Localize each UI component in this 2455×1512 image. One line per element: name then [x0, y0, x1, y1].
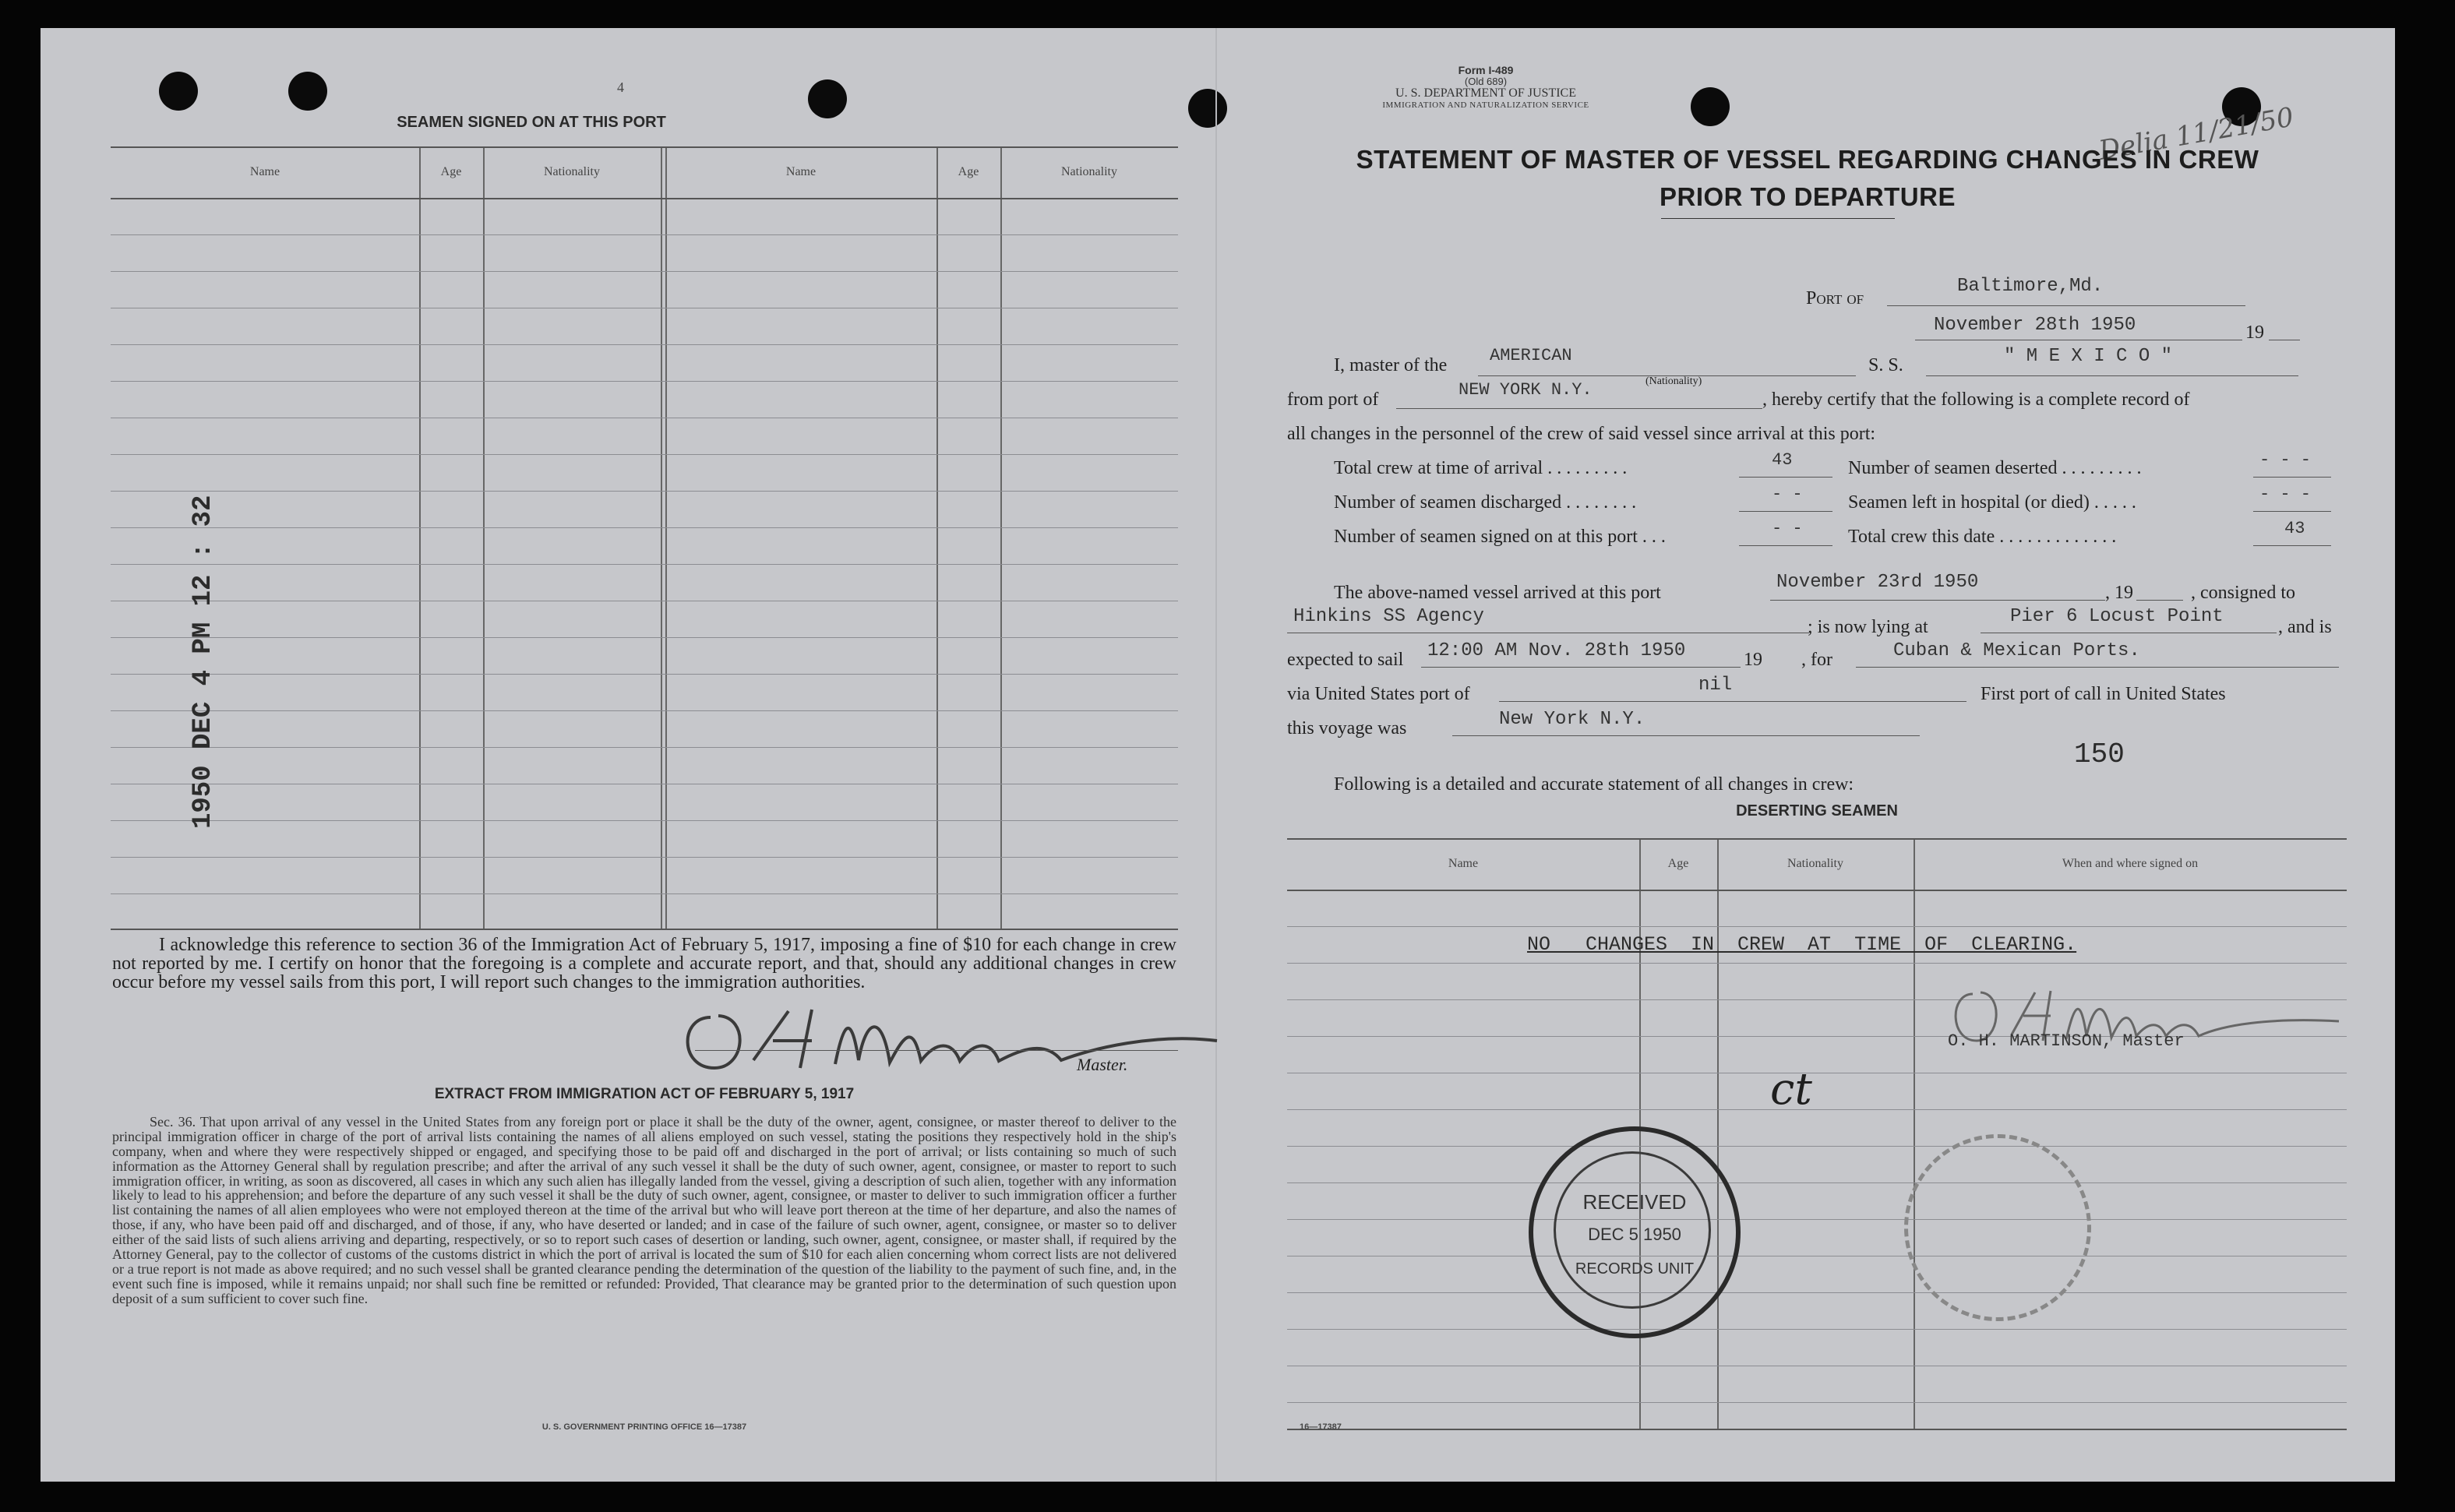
col-header-nationality: Nationality [544, 165, 600, 178]
punch-hole [1691, 87, 1730, 126]
via-label: via United States port of [1287, 684, 1470, 704]
from-port-underline [1396, 408, 1762, 409]
vessel-name: " M E X I C O " [2004, 346, 2173, 367]
fold-line [1215, 28, 1217, 1482]
date-suffix: 19 [2245, 322, 2264, 343]
department-name: U. S. DEPARTMENT OF JUSTICE [1395, 86, 1576, 100]
voyage-label: this voyage was [1287, 718, 1407, 738]
col-header-name: Name [249, 165, 280, 178]
sail-value: 12:00 AM Nov. 28th 1950 [1427, 640, 1686, 661]
changes-text: all changes in the personnel of the crew of said vessel since arrival at this port: [1287, 424, 1876, 444]
handwritten-number: 150 [2074, 738, 2125, 770]
for-label: , for [1801, 650, 1832, 670]
extract-title: EXTRACT FROM IMMIGRATION ACT OF FEBRUARY 5, 1917 [434, 1086, 855, 1102]
extract-text: Sec. 36. That upon arrival of any vessel in the United States from any foreign port or place it shall be the duty of the owner, agent, consignee, or master thereof to deliver to the principal immigration officer in charge of the port of arrival lists containing the names of all aliens employed on such vessel, stating the positions they respectively hold in the ship's company, when and where they were respectively shipped or engaged, and specifying those to be paid off and discharged in the port of arrival; or lists containing so much of such information as the Attorney General shall by regulation prescribe; and after the arrival of any such vessel it shall be the duty of such owner, agent, consignee, or master to report to such immigration officer, in writing, as soon as discovered, all cases in which any such alien has illegally landed from the vessel, giving a description of such alien, together with any information likely to lead to his apprehension; and before the departure of any such vessel it shall be the duty of such owner, agent, consignee, or master to deliver to such immigration officer a further list containing the names of all alien employees who were not employed thereon at the time of the arrival but who will leave port thereon at the time of her departure, and also the names of those, if any, who have been paid off and discharged, and of those, if any, who have deserted or landed; and in case of the failure of such owner, agent, consignee, or master so to deliver either of the said lists of such aliens arriving and departing, respectively, or so to report such cases of desertion or landing, such owner, agent, consignee, or master shall, if required by the Attorney General, pay to the collector of customs of the customs district in which the port of arrival is located the sum of $10 for each alien concerning whom correct lists are not delivered or a true report is not made as above required; and no such vessel shall be granted clearance pending the determination of the question of the liability to the payment of such fine, and, in the event such fine is imposed, while it remains unpaid; nor shall such fine be remitted or refunded: Provided, That clearance may be granted prior to the determination of such question upon deposit of a sum sufficient to cover such fine. [112, 1114, 1176, 1306]
port-label: Port of [1806, 288, 1864, 308]
stamp-received-text: RECEIVED [1582, 1190, 1687, 1214]
seamen-signed-on-table [111, 146, 1178, 930]
signed-on-underline [1739, 545, 1832, 546]
total-date-underline [2253, 545, 2331, 546]
col-header-nationality: Nationality [1787, 857, 1843, 870]
from-port-label: from port of [1287, 389, 1379, 410]
form-number: Form I-489 [1458, 64, 1514, 76]
form-old-number: (Old 689) [1464, 76, 1508, 87]
certify-text: , hereby certify that the following is a complete record of [1762, 389, 2190, 410]
signed-on-value: - - [1772, 519, 1803, 538]
printing-office-left: U. S. GOVERNMENT PRINTING OFFICE 16—17387 [541, 1422, 747, 1432]
sail-label: expected to sail [1287, 650, 1404, 670]
service-name: IMMIGRATION AND NATURALIZATION SERVICE [1382, 100, 1589, 110]
col-header-name-2: Name [785, 165, 817, 178]
date-value: November 28th 1950 [1934, 315, 2136, 336]
lying-value: Pier 6 Locust Point [2010, 606, 2224, 627]
col-header-name: Name [1448, 857, 1479, 870]
document-sheet [41, 28, 2395, 1482]
col-header-signed-on: When and where signed on [2062, 857, 2199, 870]
deserted-value: - - - [2259, 450, 2312, 470]
handwritten-corner-note: Delia 11/21/50 [2096, 101, 2296, 167]
col-header-nationality-2: Nationality [1061, 165, 1117, 178]
master-signature [656, 994, 1233, 1080]
and-is-label: , and is [2278, 617, 2332, 637]
arrived-underline [1770, 600, 2105, 601]
discharged-label: Number of seamen discharged . . . . . . . . [1334, 492, 1637, 513]
ss-label: S. S. [1868, 355, 1903, 375]
discharged-underline [1739, 511, 1832, 512]
from-port-value: NEW YORK N.Y. [1459, 380, 1593, 400]
total-arrival-underline [1739, 477, 1832, 478]
following-text: Following is a detailed and accurate statement of all changes in crew: [1334, 774, 1854, 795]
master-label: Master. [1077, 1055, 1128, 1074]
discharged-value: - - [1772, 485, 1803, 504]
col-header-age: Age [1667, 857, 1689, 870]
deserted-underline [2253, 477, 2331, 478]
total-arrival-label: Total crew at time of arrival . . . . . . . . . [1334, 458, 1628, 478]
deserting-seamen-table [1287, 838, 2347, 1430]
voyage-underline [1452, 735, 1920, 736]
title-rule [1661, 218, 1895, 219]
hospital-value: - - - [2259, 485, 2312, 504]
via-underline [1499, 701, 1966, 702]
total-date-value: 43 [2284, 519, 2305, 538]
stamp-date-text: DEC 5 1950 [1588, 1225, 1681, 1244]
faint-stamp [1904, 1134, 2091, 1321]
arrived-suffix-underline [2136, 600, 2183, 601]
agent-value: Hinkins SS Agency [1293, 606, 1484, 627]
deserting-title: DESERTING SEAMEN [1736, 802, 1898, 819]
sail-suffix: 19 [1744, 650, 1762, 670]
punch-hole [1188, 89, 1227, 128]
consigned-label: , consigned to [2191, 583, 2295, 603]
time-stamp: 1950 DEC 4 PM 12 : 32 [189, 495, 218, 829]
voyage-value: New York N.Y. [1499, 709, 1645, 730]
master-signature-line [695, 1050, 1178, 1051]
port-value: Baltimore,Md. [1957, 276, 2104, 297]
arrived-suffix: , 19 [2105, 583, 2133, 603]
acknowledgement-text: I acknowledge this reference to section 36 of the Immigration Act of February 5, 1917, imposing a fine of $10 for each change in crew not reported by me. I certify on honor that the foregoing is a complete and accurate report, and that, should any additional changes in crew occur before my vessel sails from this port, I will report such changes to the immigration authorities. [112, 935, 1176, 992]
arrived-label: The above-named vessel arrived at this port [1334, 583, 1661, 603]
for-underline [1856, 667, 2339, 668]
stamp-unit-text: RECORDS UNIT [1575, 1260, 1695, 1278]
via-value: nil [1698, 675, 1733, 696]
arrived-value: November 23rd 1950 [1776, 572, 1979, 593]
deserted-label: Number of seamen deserted . . . . . . . . . [1848, 458, 2142, 478]
page-number: 4 [617, 79, 624, 95]
col-header-age-2: Age [958, 165, 979, 178]
handwritten-initial: ct [1770, 1064, 1812, 1115]
typed-master-name: O. H. MARTINSON, Master [1948, 1031, 2185, 1051]
punch-hole [159, 72, 198, 111]
total-arrival-value: 43 [1772, 450, 1793, 470]
punch-hole [808, 79, 847, 118]
statement-title-line2: PRIOR TO DEPARTURE [1660, 182, 1956, 211]
printing-office-right: 16—17387 [1300, 1422, 1342, 1432]
sail-underline [1421, 667, 1741, 668]
no-changes-text: NO CHANGES IN CREW AT TIME OF CLEARING. [1527, 933, 2077, 956]
vessel-underline [1926, 375, 2298, 376]
punch-hole [288, 72, 327, 111]
hospital-underline [2253, 511, 2331, 512]
master-of-label: I, master of the [1334, 355, 1448, 375]
nationality-value: AMERICAN [1490, 346, 1572, 365]
signed-on-label: Number of seamen signed on at this port . . . [1334, 527, 1666, 547]
port-underline [1887, 305, 2245, 306]
col-header-age: Age [440, 165, 462, 178]
for-value: Cuban & Mexican Ports. [1893, 640, 2140, 661]
left-section-title: SEAMEN SIGNED ON AT THIS PORT [397, 114, 666, 131]
lying-label: ; is now lying at [1808, 617, 1928, 637]
nationality-label: (Nationality) [1645, 375, 1702, 387]
statement-title-line1: STATEMENT OF MASTER OF VESSEL REGARDING CHANGES IN CREW [1356, 145, 2259, 174]
total-date-label: Total crew this date . . . . . . . . . . . . . [1848, 527, 2117, 547]
hospital-label: Seamen left in hospital (or died) . . . . . [1848, 492, 2136, 513]
first-port-label: First port of call in United States [1981, 684, 2226, 704]
